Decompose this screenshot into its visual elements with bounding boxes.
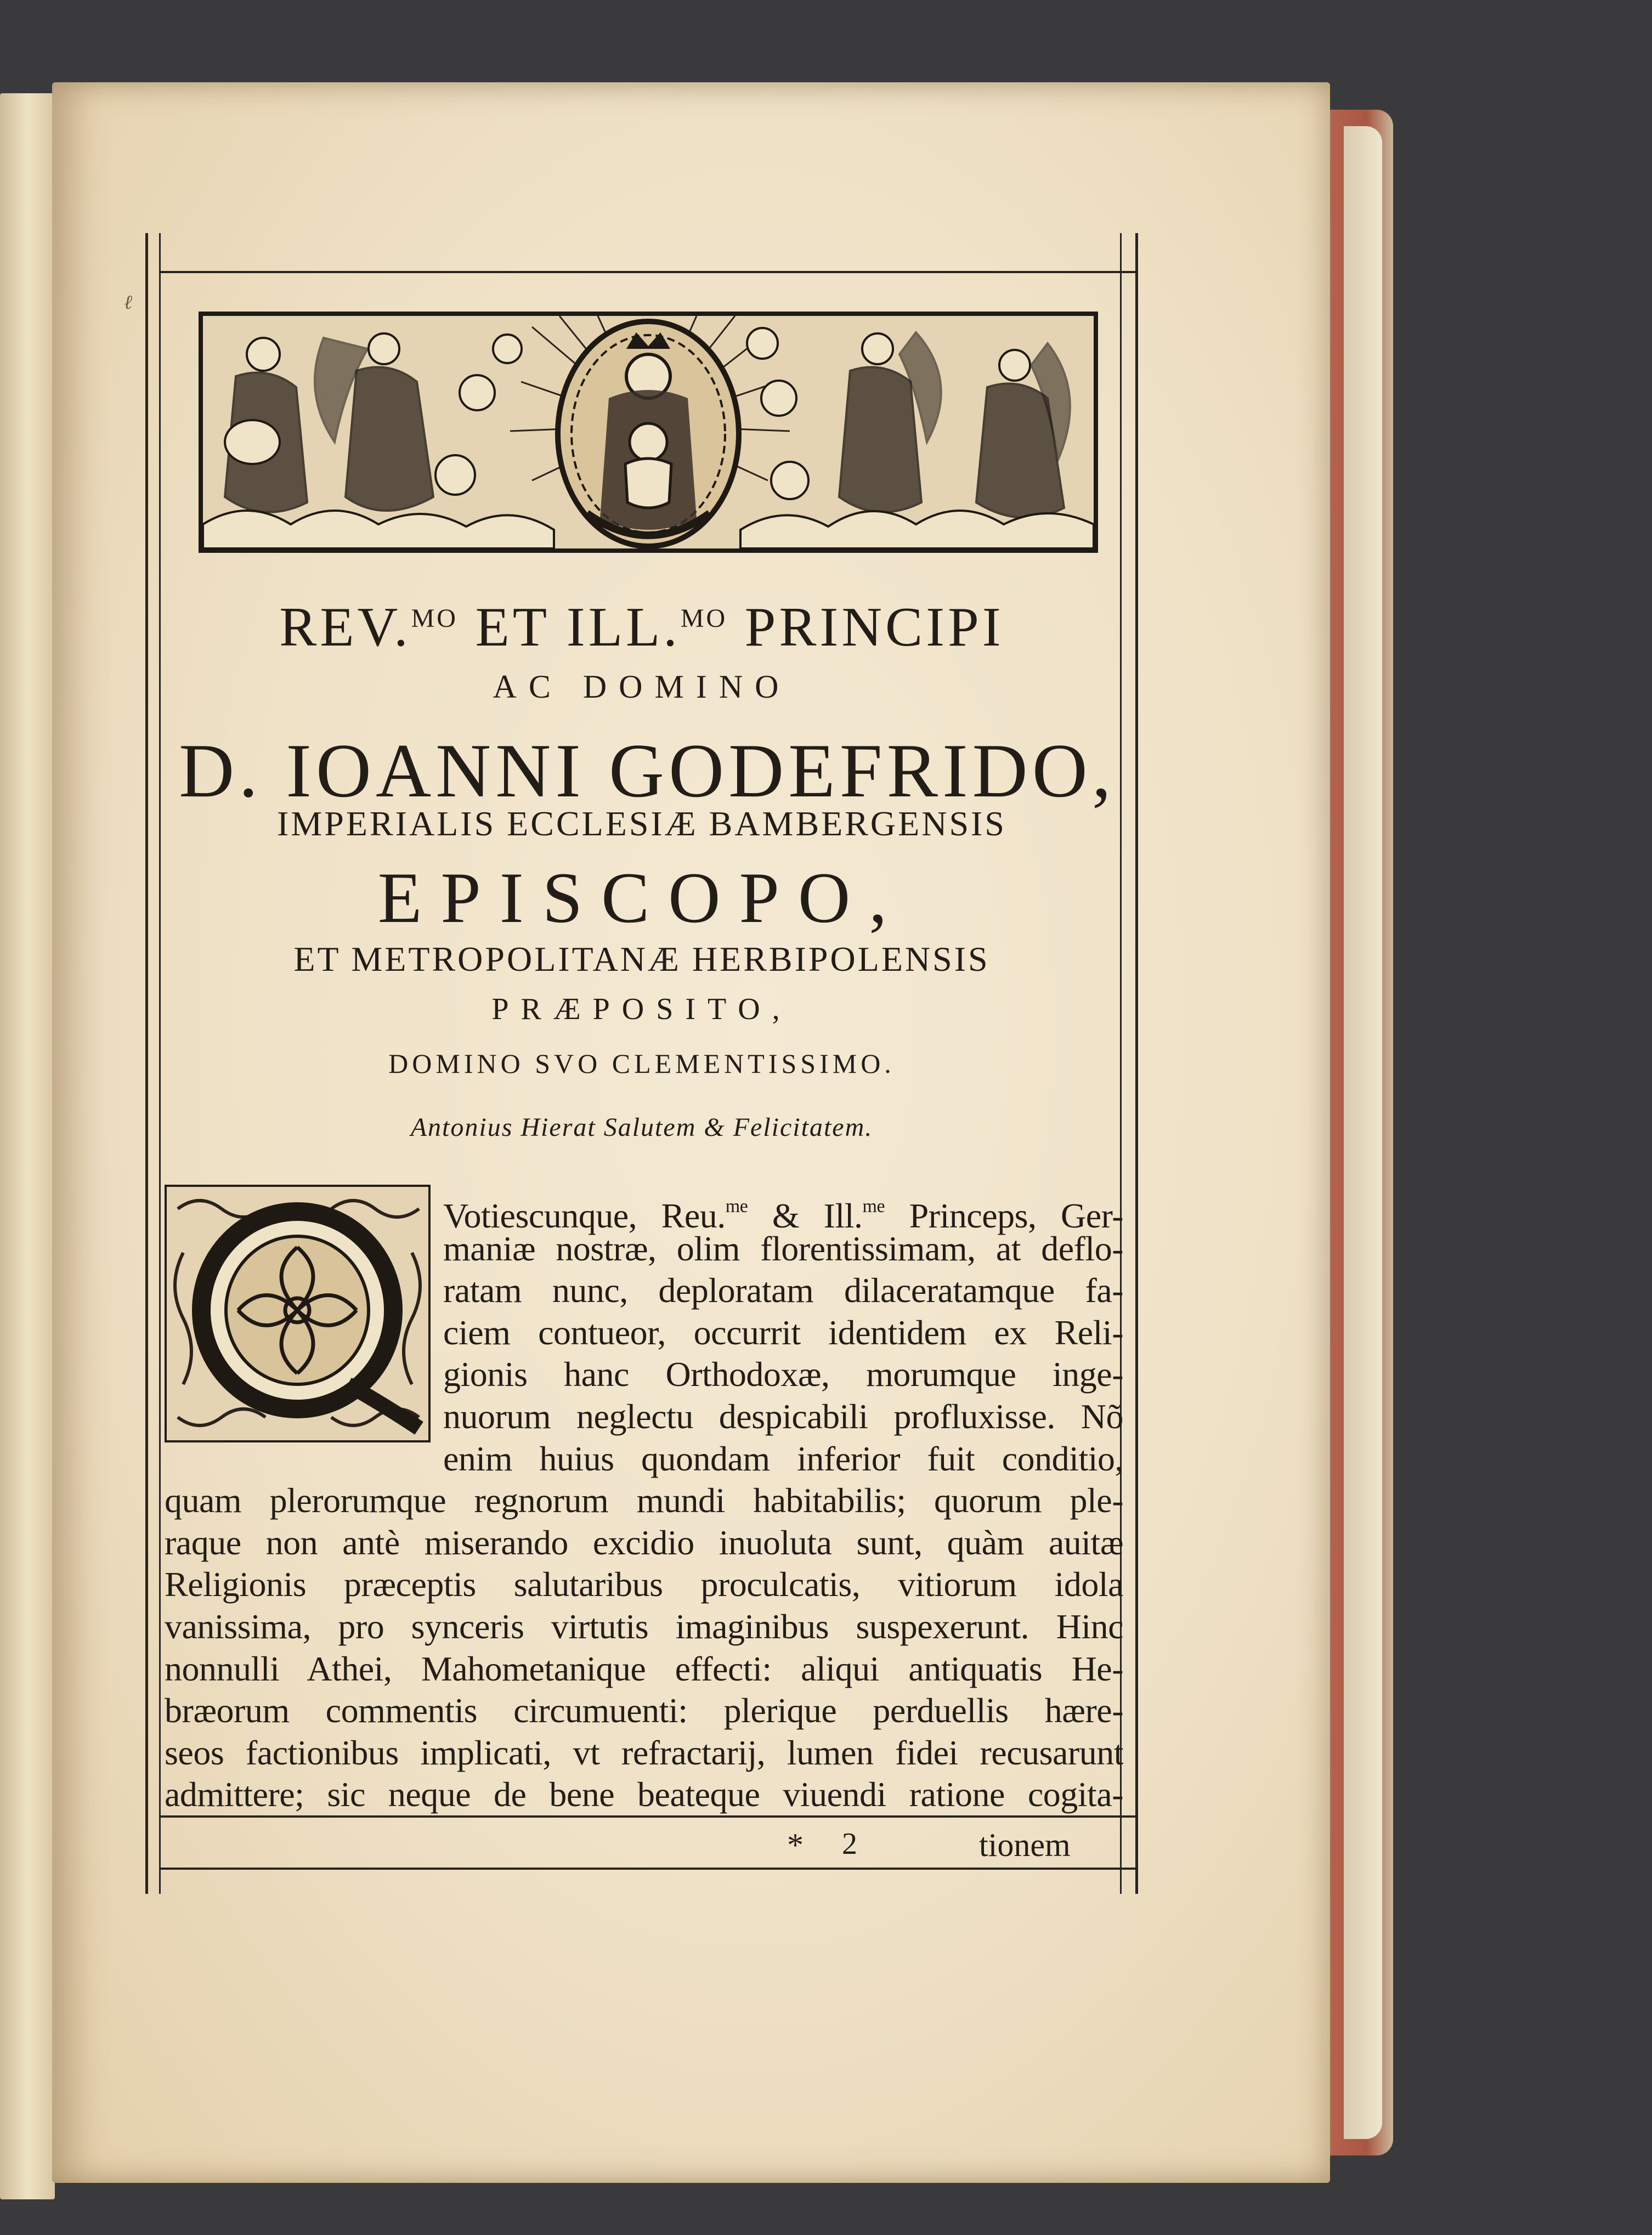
- dedicatee-name: D. IOANNI GODEFRIDO,: [179, 728, 1116, 813]
- author-greeting: Antonius Hierat Salutem & Felicitatem.: [410, 1113, 873, 1142]
- dedicatee-metropolitan: ET METROPOLITANÆ HERBIPOLENSIS: [293, 940, 990, 978]
- decorated-initial-q: [165, 1185, 431, 1442]
- body-line-4: ciem contueor, occurrit identidem ex Reli-: [443, 1312, 1123, 1352]
- body-line-14: seos factionibus implicati, vt refractarij, lumen fidei recusarunt: [165, 1733, 1123, 1772]
- book-fore-edge-shade: [1344, 126, 1382, 2139]
- dedication-title-line: REV.$^{MO}$ ET ILL.$^{MO}$ PRINCIPI: [279, 596, 1004, 658]
- signature-mark: *: [787, 1827, 804, 1863]
- body-line-3: ratam nunc, deploratam dilaceratamque fa-: [443, 1271, 1123, 1310]
- body-line-9: raque non antè miserando excidio inuoluta sunt, quàm auitæ: [165, 1523, 1123, 1562]
- body-line-11: vanissima, pro synceris virtutis imaginibus suspexerunt. Hinc: [165, 1607, 1123, 1646]
- signature-number: 2: [842, 1827, 857, 1861]
- left-page-edge: [0, 93, 55, 2199]
- body-line-6: nuorum neglectu despicabili profluxisse. Nõ: [443, 1397, 1123, 1436]
- dedication-closing: DOMINO SVO CLEMENTISSIMO.: [388, 1048, 895, 1079]
- body-line-7: enim huius quondam inferior fuit conditio,: [443, 1439, 1123, 1478]
- catchword: tionem: [979, 1827, 1071, 1863]
- body-line-12: nonnulli Athei, Mahometanique effecti: aliqui antiquatis He-: [165, 1649, 1123, 1688]
- dedicatee-office: EPISCOPO,: [377, 857, 906, 938]
- body-line-10: Religionis præceptis salutaribus proculcatis, vitiorum idola: [165, 1565, 1123, 1604]
- dedication-subtitle: AC DOMINO: [493, 669, 791, 705]
- body-line-15: admittere; sic neque de bene beateque viuendi ratione cogita-: [165, 1775, 1123, 1814]
- body-line-13: bræorum commentis circumuenti: plerique perduellis hære-: [165, 1691, 1123, 1730]
- bottom-rule-lower: [159, 1868, 1135, 1870]
- margin-pencil-mark: ℓ: [124, 291, 132, 313]
- dedicatee-provost: PRÆPOSITO,: [491, 992, 792, 1026]
- body-line-2: maniæ nostræ, olim florentissimam, at deflo-: [443, 1229, 1123, 1268]
- body-line-8: quam plerorumque regnorum mundi habitabilis; quorum ple-: [165, 1481, 1123, 1520]
- body-line-5: gionis hanc Orthodoxæ, morumque inge-: [443, 1355, 1123, 1394]
- body-line-1: Votiescunque, Reu.$^{me}$ & Ill.$^{me}$ Princeps, Ger-: [443, 1196, 1124, 1235]
- frame-inner-left-rule: [159, 233, 161, 1894]
- dedicatee-church: IMPERIALIS ECCLESIÆ BAMBERGENSIS: [277, 804, 1006, 843]
- woodcut-headpiece-madonna-angels: [199, 312, 1098, 553]
- top-rule: [159, 271, 1135, 273]
